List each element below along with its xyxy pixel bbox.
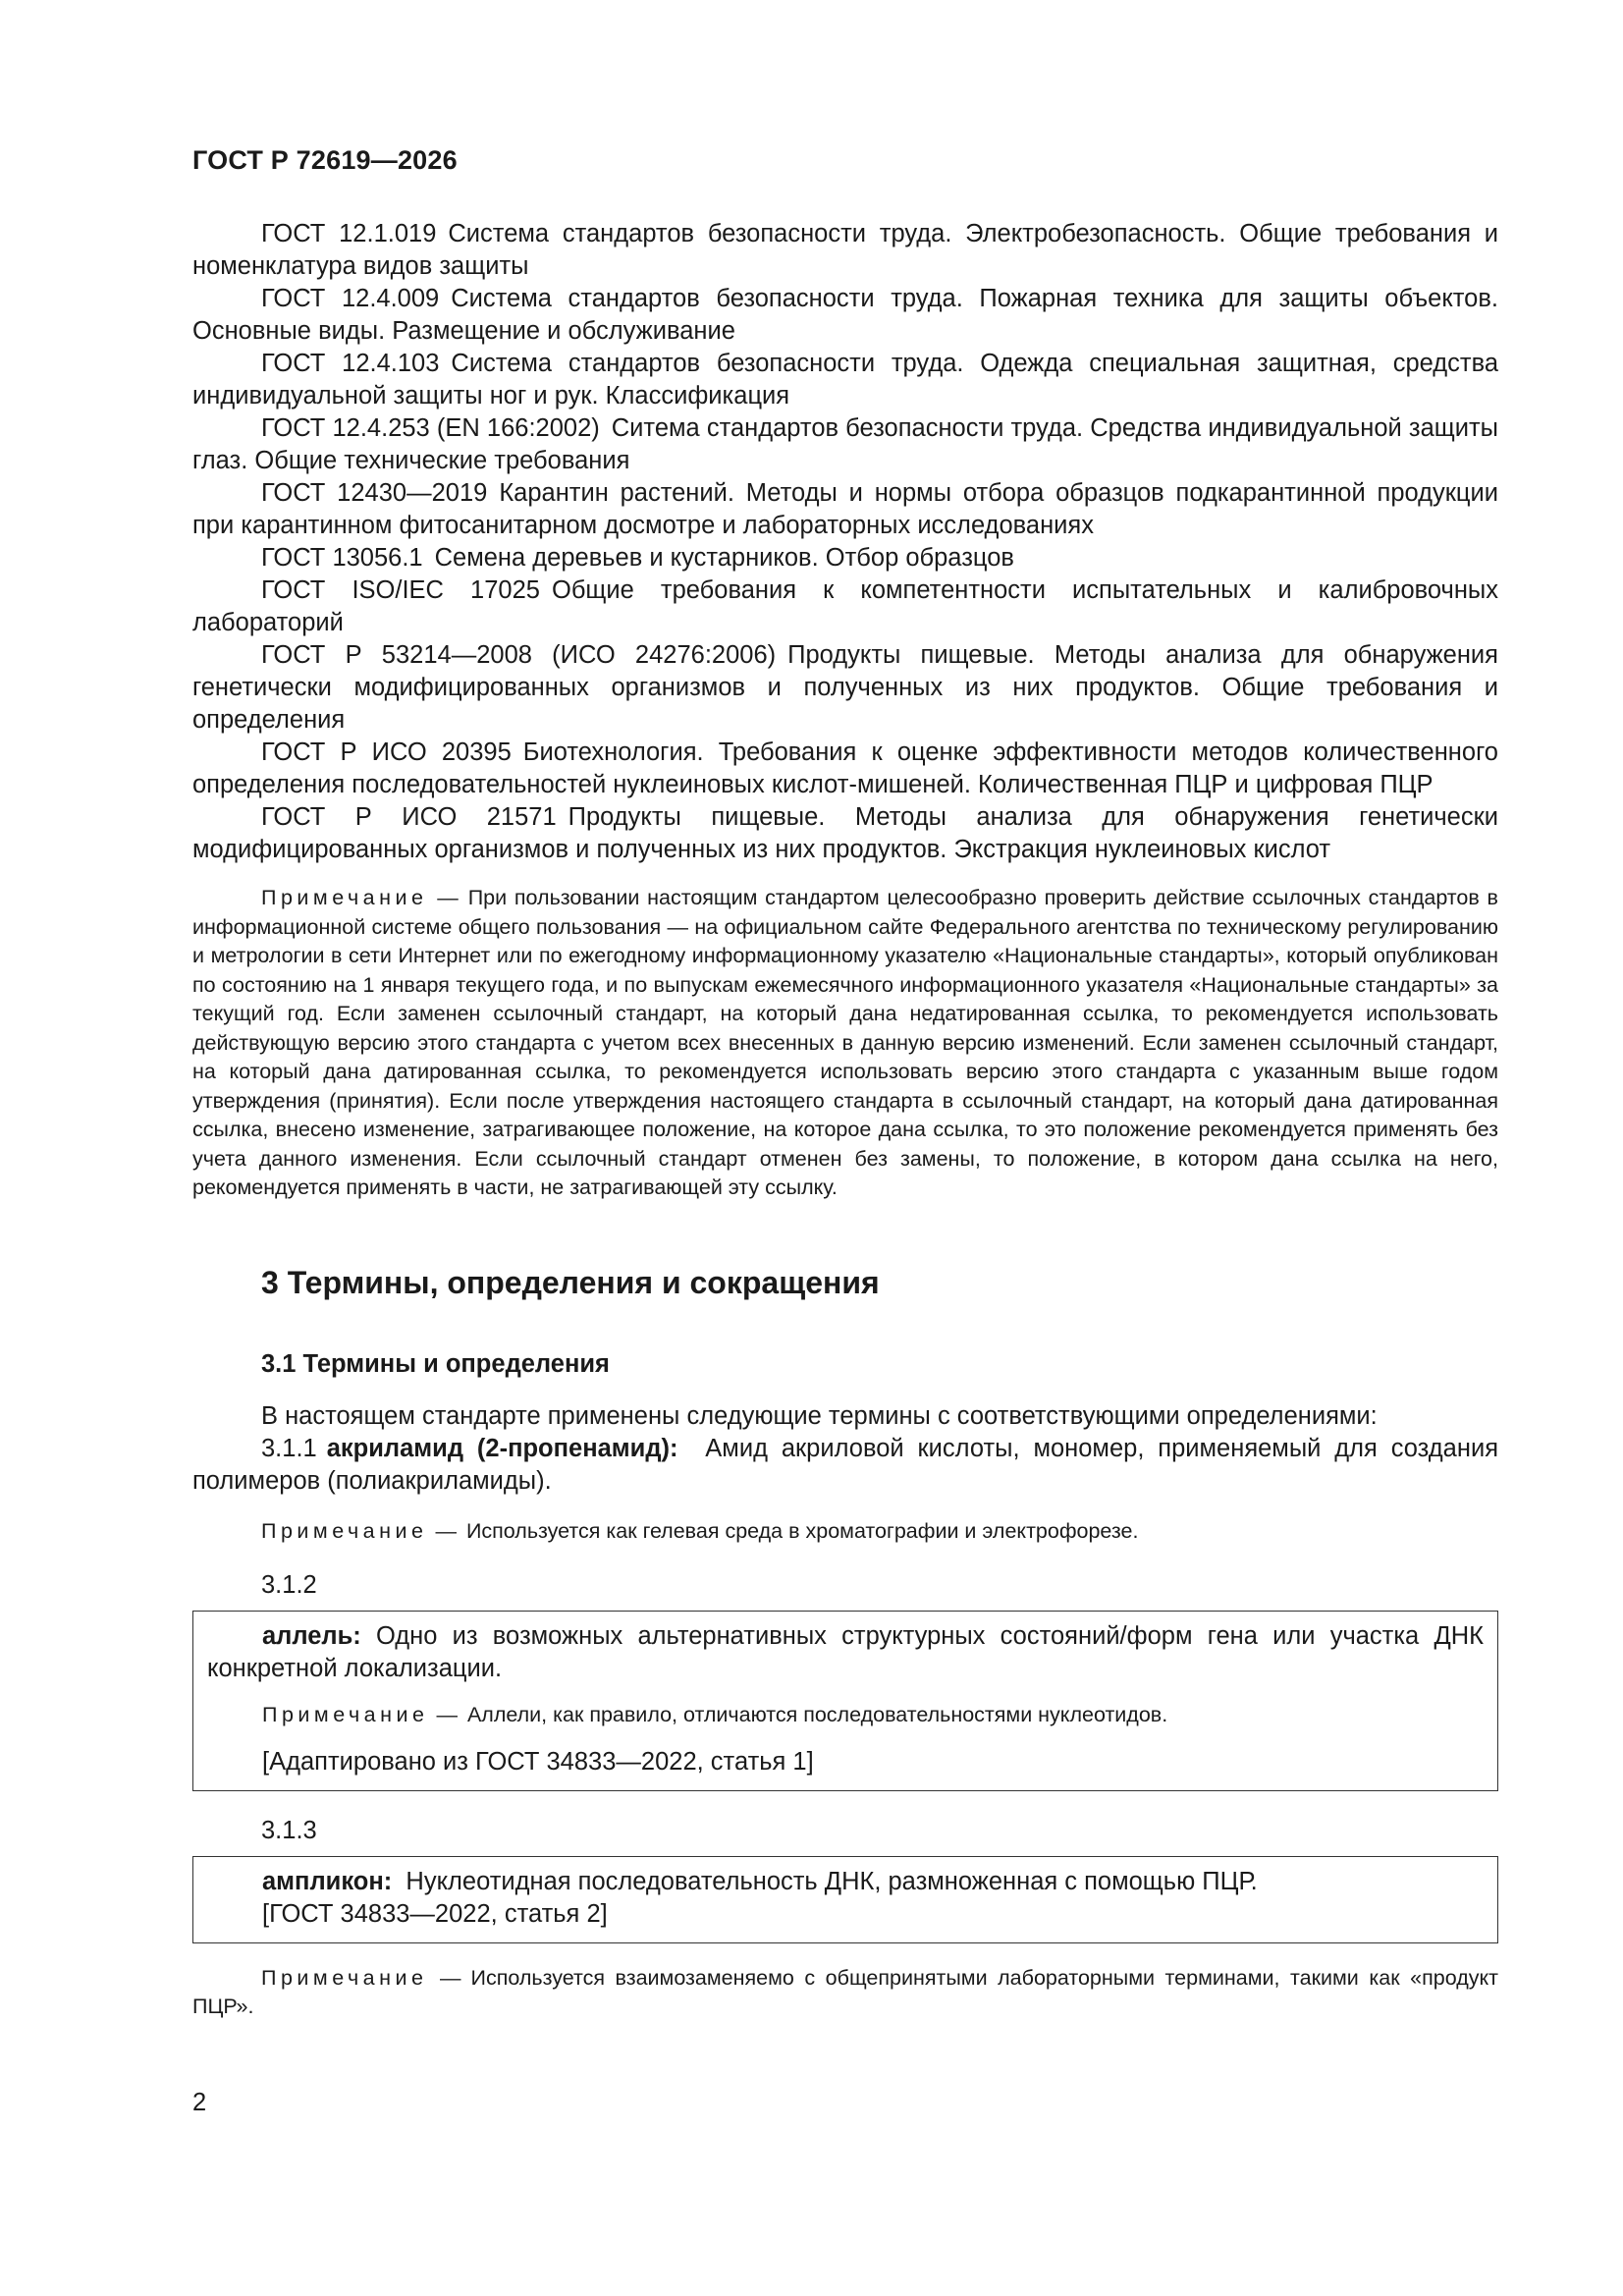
- reference-item: [192, 574, 1498, 639]
- reference-title: Общие требования к компетентности испытательных и калибровочных лабораторий: [192, 576, 1498, 636]
- note-text: Используется взаимозаменяемо с общепринятыми лабораторными терминами, такими как «продукт ПЦР».: [192, 1965, 1498, 2018]
- term-number: 3.1.1: [261, 1434, 317, 1462]
- normative-references-list: [192, 218, 1498, 866]
- note-dash: —: [440, 1965, 461, 1990]
- note-label: Примечание: [261, 886, 428, 909]
- reference-item: [192, 477, 1498, 542]
- reference-title: Система стандартов безопасности труда. Одежда специальная защитная, средства индивидуальной защиты ног и рук. Классификация: [192, 350, 1499, 410]
- subsection-title: 3.1 Термины и определения: [261, 1349, 610, 1378]
- reference-title: Система стандартов безопасности труда. Пожарная техника для защиты объектов. Основные виды. Размещение и обслуживание: [192, 285, 1498, 345]
- reference-item: [192, 801, 1498, 866]
- term-definition: Амид акриловой кислоты, мономер, применяемый для создания полимеров (полиакриламиды).: [192, 1434, 1499, 1495]
- note-dash: —: [437, 886, 459, 909]
- reference-item: [192, 283, 1498, 348]
- reference-item: [192, 412, 1498, 477]
- reference-item: [192, 737, 1498, 801]
- term-box: [192, 1611, 1498, 1791]
- term-entry: [262, 1866, 1484, 1898]
- document-header: ГОСТ Р 72619—2026: [192, 145, 458, 175]
- note-dash: —: [436, 1703, 458, 1726]
- reference-code: ГОСТ 12.4.253 (EN 166:2002): [261, 414, 600, 442]
- term-number: 3.1.2: [261, 1571, 317, 1599]
- term-name: ампликон:: [262, 1867, 393, 1895]
- terms-intro: В настоящем стандарте применены следующие термины с соответствующими определениями:: [261, 1401, 1378, 1430]
- note-dash: —: [435, 1518, 457, 1543]
- term-note: [192, 1517, 1498, 1547]
- term-source: [ГОСТ 34833—2022, статья 2]: [262, 1899, 608, 1928]
- reference-code: ГОСТ Р ИСО 21571: [261, 803, 557, 831]
- term-name: аллель:: [262, 1622, 361, 1650]
- term-number: 3.1.3: [261, 1816, 317, 1844]
- reference-item: [192, 542, 1498, 574]
- note-label: Примечание: [261, 1518, 428, 1543]
- term-name: акриламид (2-пропенамид):: [326, 1434, 678, 1462]
- term-note: [192, 1964, 1498, 2022]
- reference-title: Ситема стандартов безопасности труда. Средства индивидуальной защиты глаз. Общие технические требования: [192, 414, 1499, 474]
- page-number: 2: [192, 2089, 207, 2116]
- note-label: Примечание: [262, 1703, 429, 1726]
- reference-title: Семена деревьев и кустарников. Отбор образцов: [434, 544, 1014, 572]
- reference-title: Продукты пищевые. Методы анализа для обнаружения генетически модифицированных организмов и полученных из них продуктов. Экстракция нуклеиновых кислот: [192, 803, 1498, 863]
- page-content: [192, 218, 1498, 2022]
- reference-code: ГОСТ 12.4.103: [261, 350, 440, 377]
- reference-item: [192, 218, 1498, 283]
- reference-code: ГОСТ ISO/IEC 17025: [261, 576, 540, 604]
- reference-title: Продукты пищевые. Методы анализа для обнаружения генетически модифицированных организмов и полученных из них продуктов. Общие требования и определения: [192, 641, 1498, 734]
- reference-code: ГОСТ 12430—2019: [261, 479, 488, 507]
- note-text: При пользовании настоящим стандартом целесообразно проверить действие ссылочных стандартов в информационной системе общего пользования — на официальном сайте Федерального агентства по техническому регулированию и метрологии в сети Интернет или по ежегодному информационному указателю «Национальные стандарты», который опубликован по состоянию на 1 января текущего года, и по выпускам ежемесячного информационного указателя «Национальные стандарты» за текущий год. Если заменен ссылочный стандарт, на который дана недатированная ссылка, то рекомендуется использовать действующую версию этого стандарта с учетом всех внесенных в данную версию изменений. Если заменен ссылочный стандарт, на который дана датированная ссылка, то рекомендуется использовать версию этого стандарта с указанным выше годом утверждения (принятия). Если после утверждения настоящего стандарта в ссылочный стандарт, на который дана датированная ссылка, внесено изменение, затрагивающее положение, на которое дана ссылка, то это положение рекомендуется применять без учета данного изменения. Если ссылочный стандарт отменен без замены, то положение, в котором дана ссылка на него, рекомендуется применять в части, не затрагивающей эту ссылку.: [192, 886, 1498, 1199]
- reference-item: [192, 639, 1498, 737]
- reference-code: ГОСТ Р ИСО 20395: [261, 738, 512, 766]
- term-source: [Адаптировано из ГОСТ 34833—2022, статья 1]: [262, 1747, 814, 1776]
- reference-title: Биотехнология. Требования к оценке эффективности методов количественного определения последовательностей нуклеиновых кислот-мишеней. Количественная ПЦР и цифровая ПЦР: [192, 738, 1498, 798]
- reference-code: ГОСТ 12.1.019: [261, 220, 437, 247]
- references-note: [192, 884, 1498, 1203]
- reference-item: [192, 348, 1498, 412]
- term-note: [207, 1701, 1484, 1730]
- reference-code: ГОСТ 12.4.009: [261, 285, 440, 312]
- term-box: [192, 1856, 1498, 1943]
- reference-code: ГОСТ 13056.1: [261, 544, 423, 572]
- reference-title: Система стандартов безопасности труда. Электробезопасность. Общие требования и номенклатура видов защиты: [192, 220, 1499, 280]
- term-definition: Одно из возможных альтернативных структурных состояний/форм гена или участка ДНК конкретной локализации.: [207, 1622, 1484, 1682]
- term-definition: Нуклеотидная последовательность ДНК, размноженная с помощью ПЦР.: [406, 1867, 1258, 1895]
- term-entry: [192, 1433, 1498, 1498]
- note-text: Используется как гелевая среда в хроматографии и электрофорезе.: [465, 1518, 1139, 1543]
- section-title: 3 Термины, определения и сокращения: [261, 1264, 880, 1300]
- note-label: Примечание: [261, 1965, 428, 1990]
- note-text: Аллели, как правило, отличаются последовательностями нуклеотидов.: [466, 1703, 1168, 1726]
- term-entry: [207, 1620, 1484, 1685]
- reference-code: ГОСТ Р 53214—2008 (ИСО 24276:2006): [261, 641, 777, 669]
- reference-title: Карантин растений. Методы и нормы отбора образцов подкарантинной продукции при карантинном фитосанитарном досмотре и лабораторных исследованиях: [192, 479, 1499, 539]
